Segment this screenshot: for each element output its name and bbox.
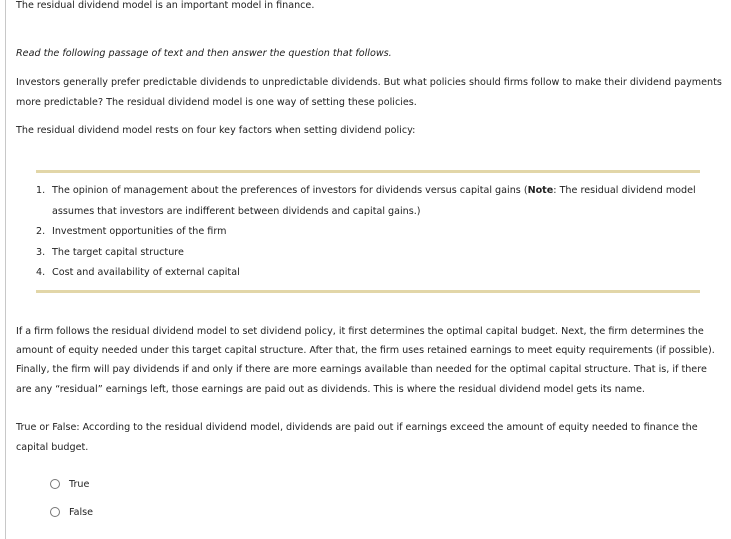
factor-number: 2. [36,226,46,237]
instruction-text: Read the following passage of text and then answer the question that follows. [16,48,392,59]
option-label-false[interactable]: False [69,506,94,518]
factor-item-4 [36,263,700,284]
passage-paragraph-1: Investors generally prefer predictable dividends to unpredictable dividends. But what policies should firms follow to make their dividend payments more predictable? The residual dividend model is one way of setting these policies. [16,77,722,108]
factors-list [36,181,700,284]
radio-button-true[interactable] [50,479,60,489]
factor-text-after: : The residual dividend model assumes that investors are indifferent between dividends and capital gains.) [52,185,696,217]
note-label: Note [527,185,554,196]
factor-item-1 [36,181,700,222]
passage-paragraph-3: If a firm follows the residual dividend model to set dividend policy, it first determines the optimal capital budget. Next, the firm determines the amount of equity needed under this target capital structure. After that, the firm uses retained earnings to meet equity requirements (if possible). Finally, the firm will pay dividends if and only if there are more earnings available than needed for the optimal capital structure. That is, if there are any “residual” earnings left, those earnings are paid out as dividends. This is where the residual dividend model gets its name. [16,326,715,395]
option-false[interactable] [50,498,93,526]
factor-text: Investment opportunities of the firm [52,226,227,237]
factors-box [36,170,700,293]
factor-number: 4. [36,267,46,278]
question-frame [5,0,728,539]
factor-text: The target capital structure [52,246,184,258]
passage-paragraph-3-wrap [16,322,724,399]
factor-number: 1. [36,185,46,196]
question-text: True or False: According to the residual dividend model, dividends are paid out if earnings exceed the amount of equity needed to finance the capital budget. [16,422,698,453]
factor-item-3 [36,243,700,264]
answer-options [50,470,93,526]
option-label-true[interactable]: True [69,478,90,490]
question-block [16,418,724,458]
factor-text: Cost and availability of external capital [52,267,240,278]
factor-number: 3. [36,246,46,258]
option-true[interactable] [50,470,93,498]
factor-item-2 [36,222,700,243]
radio-button-false[interactable] [50,507,60,517]
passage-paragraph-2: The residual dividend model rests on four key factors when setting dividend policy: [16,125,416,136]
factor-text-before: The opinion of management about the preferences of investors for dividends versus capital gains ( [52,185,528,196]
intro-text: The residual dividend model is an important model in finance. [16,0,315,11]
